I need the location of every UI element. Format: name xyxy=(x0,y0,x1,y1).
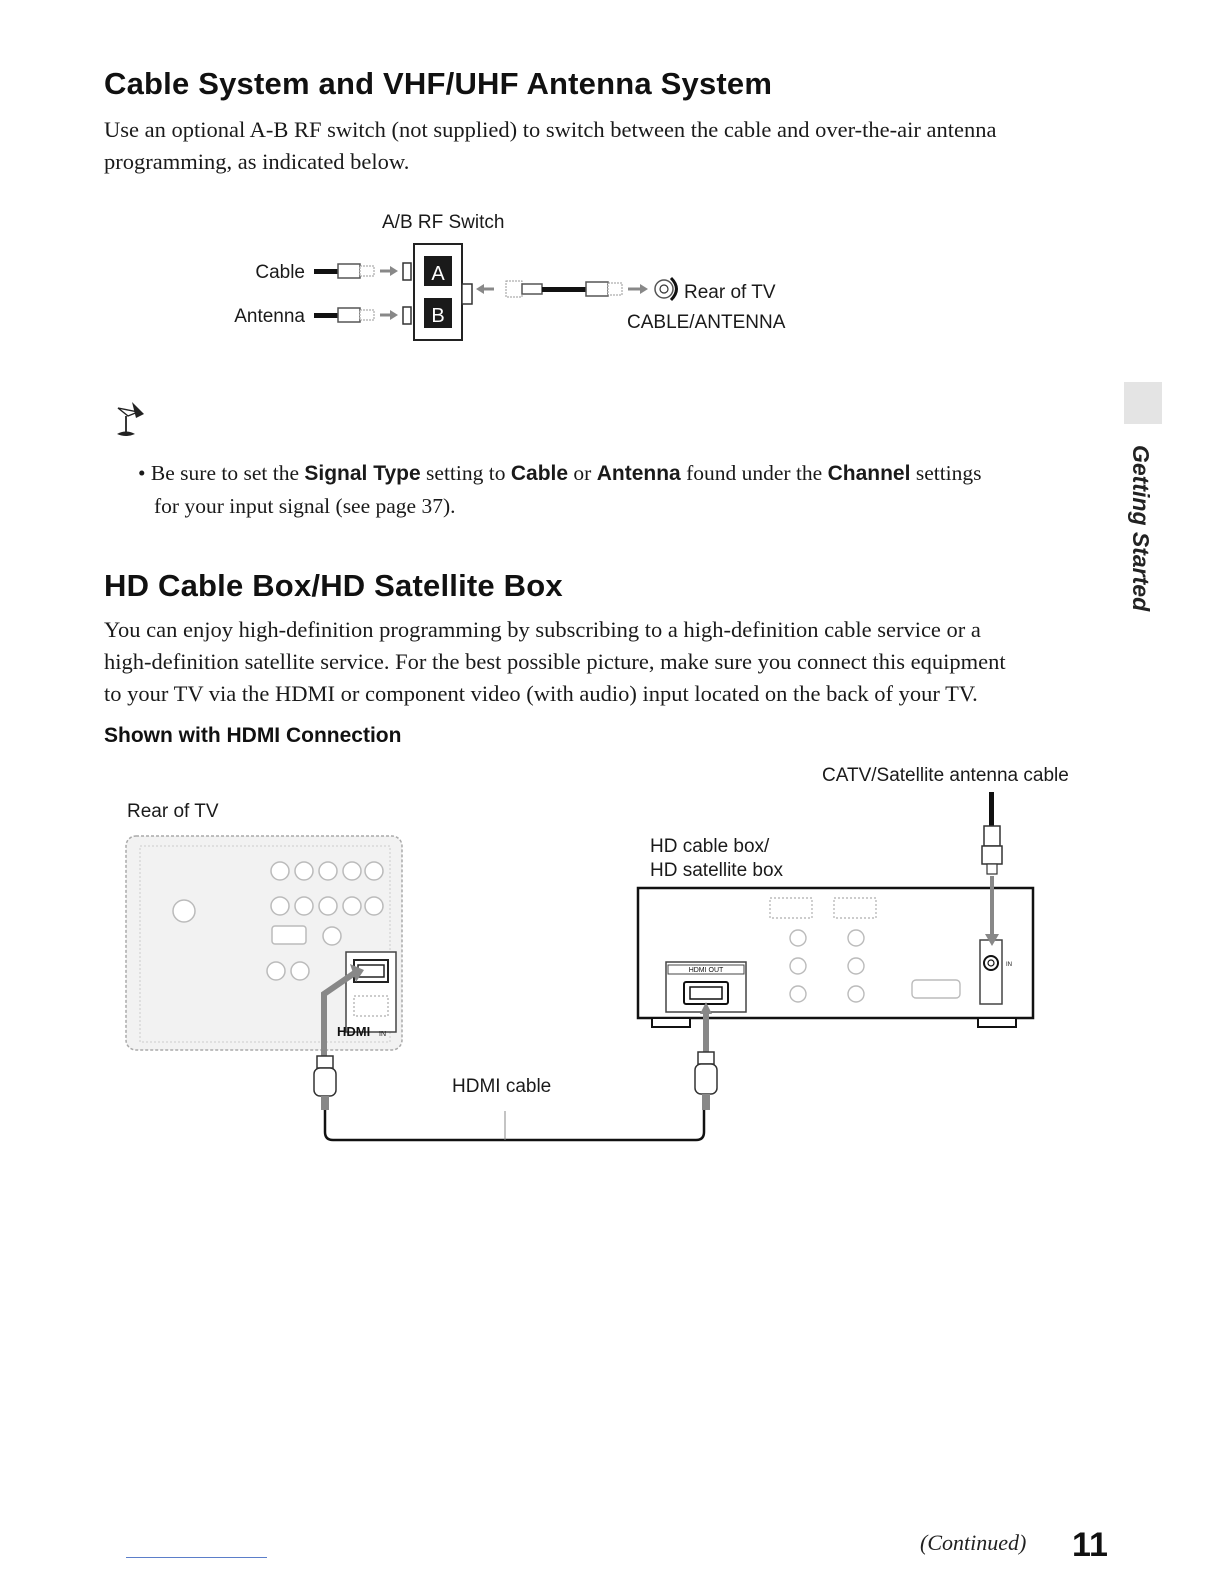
section-title-cable-antenna: Cable System and VHF/UHF Antenna System xyxy=(104,66,773,101)
cable-label: Cable xyxy=(255,262,305,283)
tip-keyword-cable: Cable xyxy=(510,462,569,485)
hd-box-label-line1: HD cable box/ xyxy=(650,836,770,857)
sidebar-section-label xyxy=(1122,445,1162,625)
tip-text-2: setting to xyxy=(420,461,511,485)
section2-body-line3: to your TV via the HDMI or component video (with audio) input located on the back of your TV. xyxy=(104,681,978,706)
tip-line2: for your input signal (see page 37). xyxy=(154,494,456,518)
rear-of-tv-label-2: Rear of TV xyxy=(127,801,219,822)
cable-antenna-label: CABLE/ANTENNA xyxy=(627,312,786,333)
tip-line1 xyxy=(138,457,982,490)
hdmi-connection-diagram xyxy=(100,756,1110,1156)
hd-box-label-line2: HD satellite box xyxy=(650,860,784,881)
port-a-letter: A xyxy=(431,263,445,285)
footer-rule xyxy=(126,1557,267,1558)
antenna-connector xyxy=(314,307,411,324)
catv-cable-label: CATV/Satellite antenna cable xyxy=(822,765,1069,786)
tip-text-4: found under the xyxy=(680,461,828,485)
section1-body-line1: Use an optional A-B RF switch (not supplied) to switch between the cable and over-the-air antenna xyxy=(104,117,997,142)
hd-cable-box xyxy=(638,888,1033,1027)
ab-switch-diagram xyxy=(200,200,840,370)
hdmi-in-small: IN xyxy=(379,1031,386,1038)
sidebar-tab-marker xyxy=(1124,382,1162,424)
hdmi-cable-label: HDMI cable xyxy=(452,1076,552,1097)
port-b-letter: B xyxy=(431,305,445,327)
output-cable xyxy=(476,281,648,297)
sidebar-label-text: Getting Started xyxy=(1128,445,1154,612)
cable-connector xyxy=(314,263,411,280)
tip-pin-icon xyxy=(110,396,150,442)
hdmi-out-label: HDMI OUT xyxy=(688,967,724,974)
tip-text-3: or xyxy=(568,461,597,485)
section-title-hd-box: HD Cable Box/HD Satellite Box xyxy=(104,568,563,603)
rear-of-tv-label: Rear of TV xyxy=(684,282,776,303)
antenna-label: Antenna xyxy=(234,306,305,327)
tip-bullet: • xyxy=(138,461,146,485)
coax-in-small: IN xyxy=(1006,962,1012,968)
hdmi-logo: HDMI xyxy=(337,1024,371,1039)
section2-body-line2: high-definition satellite service. For the best possible picture, make sure you connect this equipment xyxy=(104,649,1006,674)
subheading-hdmi-connection: Shown with HDMI Connection xyxy=(104,724,402,747)
tip-keyword-channel: Channel xyxy=(827,462,911,485)
page-number: 11 xyxy=(1072,1526,1108,1564)
section1-body-line2: programming, as indicated below. xyxy=(104,149,410,174)
tip-text-5: settings xyxy=(910,461,982,485)
tip-keyword-signal-type: Signal Type xyxy=(304,462,421,485)
continued-label: (Continued) xyxy=(920,1530,1027,1555)
switch-label: A/B RF Switch xyxy=(382,212,505,233)
tip-text-1: Be sure to set the xyxy=(150,461,305,485)
tip-keyword-antenna: Antenna xyxy=(596,462,681,485)
tv-rear-panel xyxy=(126,836,402,1050)
tv-coax-jack-icon xyxy=(655,278,677,300)
section2-body-line1: You can enjoy high-definition programming by subscribing to a high-definition cable service or a xyxy=(104,617,981,642)
